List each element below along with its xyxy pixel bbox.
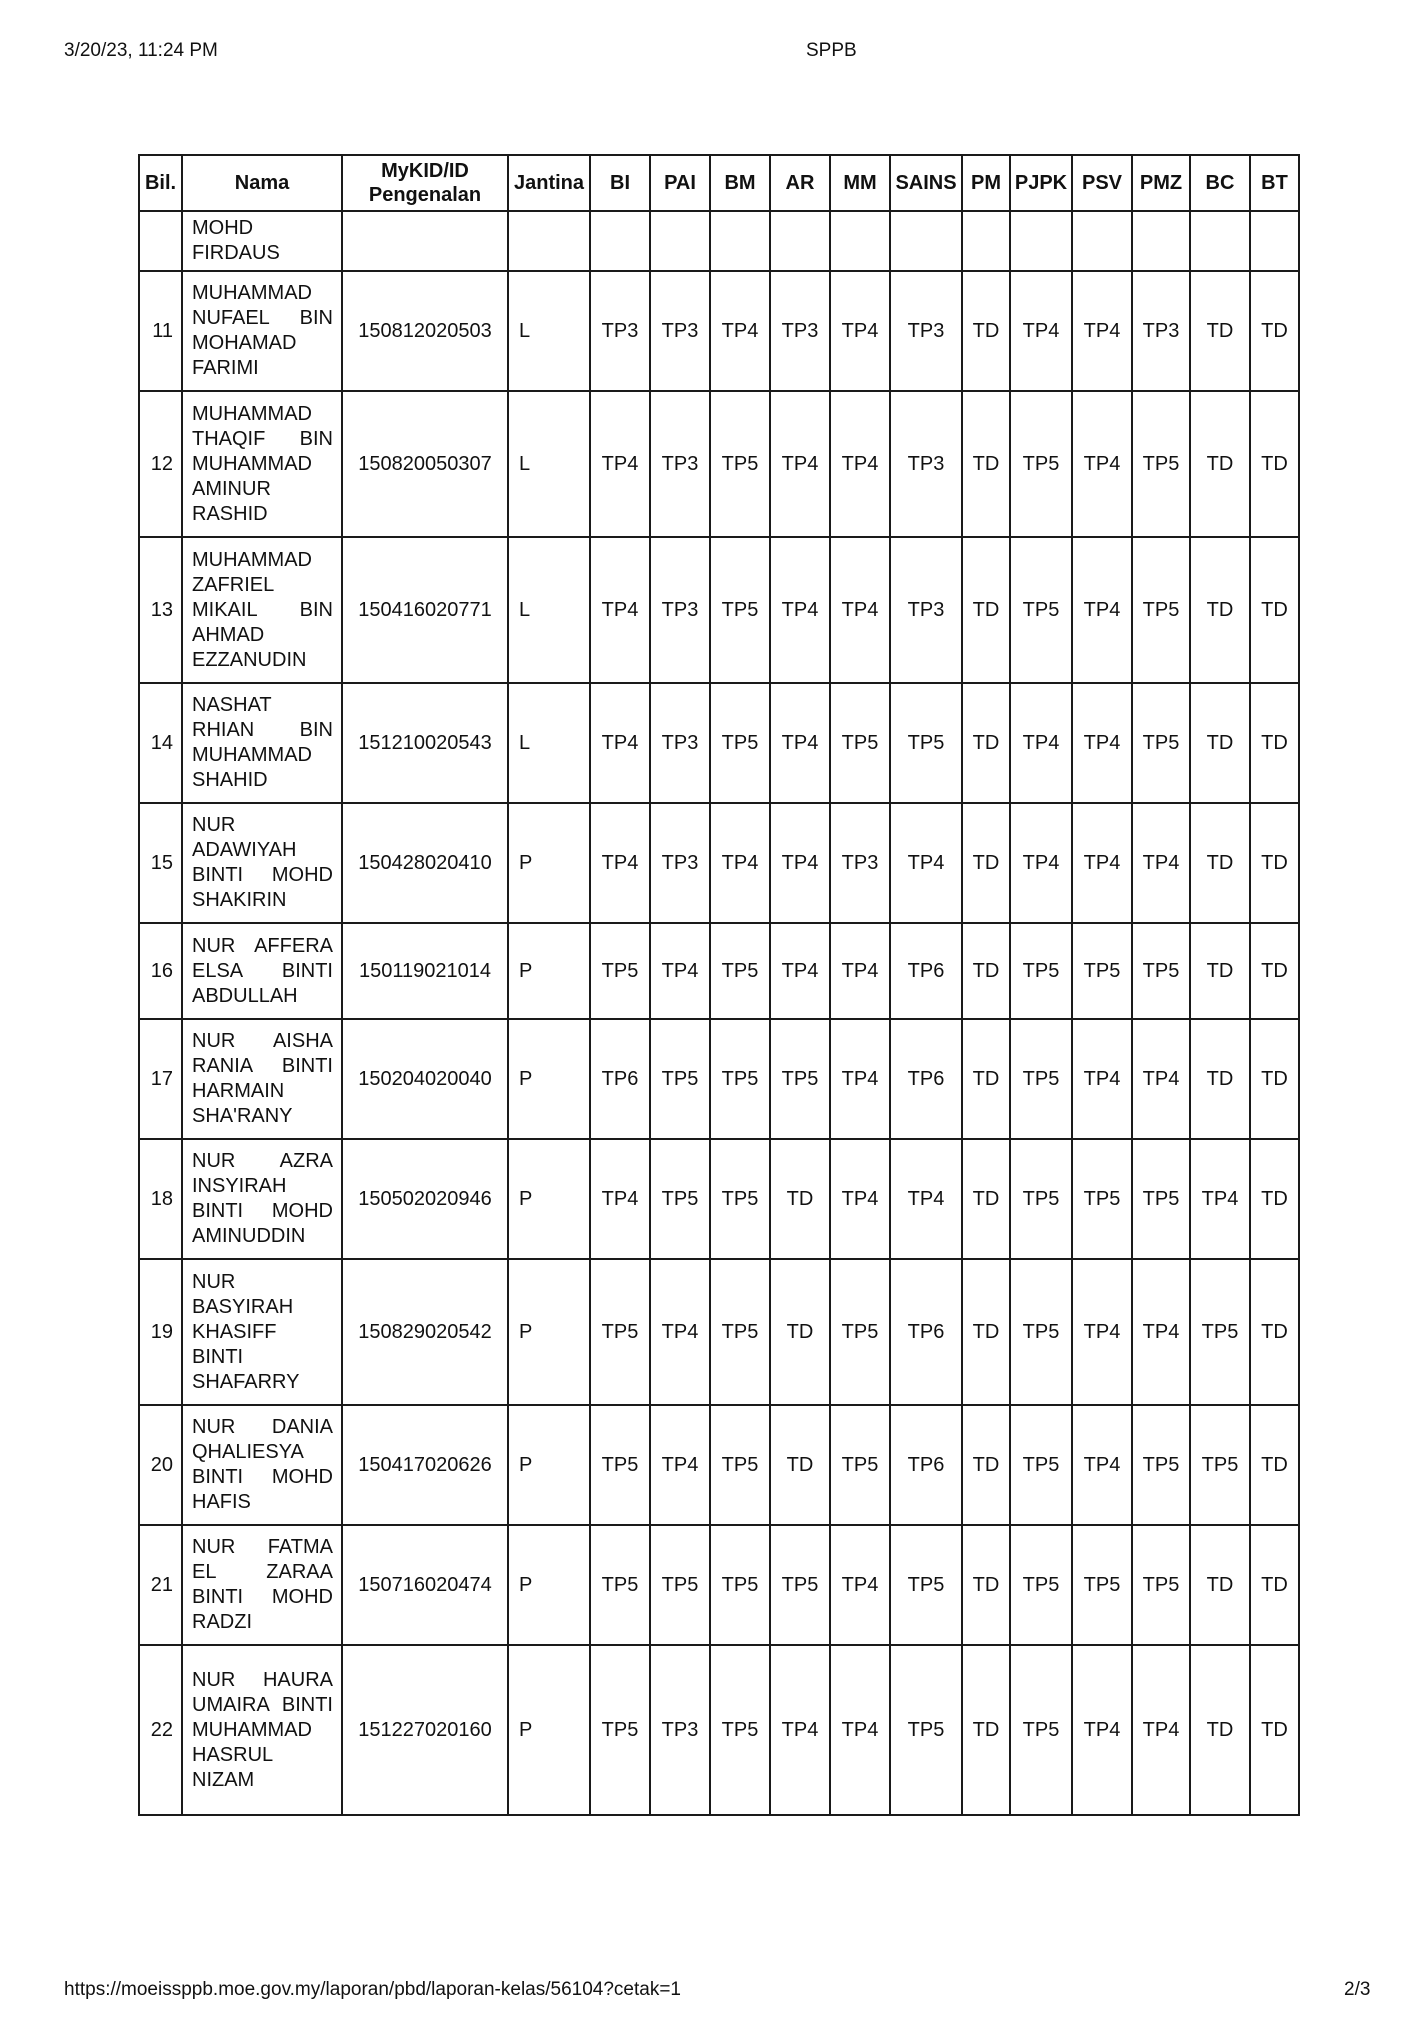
row-grade: TP5	[1010, 1525, 1072, 1645]
row-grade: TD	[1190, 683, 1250, 803]
page-url: https://moeissppb.moe.gov.my/laporan/pbd/laporan-kelas/56104?cetak=1	[64, 1979, 681, 2000]
header-psv: PSV	[1072, 155, 1132, 211]
row-grade: TP3	[650, 683, 710, 803]
row-grade	[962, 211, 1010, 271]
row-grade: TP4	[830, 1525, 890, 1645]
page-number: 2/3	[1344, 1979, 1371, 2000]
row-bil: 21	[139, 1525, 182, 1645]
row-grade: TP4	[1072, 1645, 1132, 1815]
row-grade: TP5	[650, 1019, 710, 1139]
row-bil: 15	[139, 803, 182, 923]
row-name: NUR DANIA QHALIESYA BINTI MOHD HAFIS	[182, 1405, 342, 1525]
table-header-row	[139, 155, 1299, 211]
row-id: 151210020543	[342, 683, 508, 803]
row-grade: TP3	[650, 1645, 710, 1815]
row-grade: TP5	[1010, 923, 1072, 1019]
row-grade: TP3	[770, 271, 830, 391]
row-grade: TP6	[890, 1019, 962, 1139]
table-row	[139, 1019, 1299, 1139]
row-grade: TP5	[710, 1645, 770, 1815]
row-jantina: L	[508, 391, 590, 537]
table-row	[139, 1139, 1299, 1259]
row-grade: TP5	[770, 1525, 830, 1645]
row-grade: TP4	[1132, 1019, 1190, 1139]
row-bil: 13	[139, 537, 182, 683]
header-bc: BC	[1190, 155, 1250, 211]
row-grade: TP4	[830, 1019, 890, 1139]
header-pmz: PMZ	[1132, 155, 1190, 211]
row-grade: TD	[1190, 1019, 1250, 1139]
row-grade: TP4	[1190, 1139, 1250, 1259]
header-pai: PAI	[650, 155, 710, 211]
header-ar: AR	[770, 155, 830, 211]
row-grade: TP5	[1190, 1259, 1250, 1405]
table-row	[139, 391, 1299, 537]
row-grade: TP5	[590, 1645, 650, 1815]
row-grade: TP3	[650, 271, 710, 391]
row-grade: TP6	[590, 1019, 650, 1139]
row-grade: TP5	[1072, 923, 1132, 1019]
row-grade: TP5	[1010, 391, 1072, 537]
row-grade: TD	[1250, 1645, 1299, 1815]
row-grade: TP4	[830, 1139, 890, 1259]
row-id: 150829020542	[342, 1259, 508, 1405]
row-grade: TD	[962, 803, 1010, 923]
row-grade: TP5	[1190, 1405, 1250, 1525]
row-grade: TP3	[890, 271, 962, 391]
row-grade: TP3	[650, 391, 710, 537]
row-bil: 14	[139, 683, 182, 803]
row-grade: TD	[962, 923, 1010, 1019]
row-grade: TP4	[1010, 271, 1072, 391]
row-grade: TP5	[590, 923, 650, 1019]
row-grade: TP3	[830, 803, 890, 923]
row-name: NUR AZRA INSYIRAH BINTI MOHD AMINUDDIN	[182, 1139, 342, 1259]
row-grade	[830, 211, 890, 271]
row-name: NUR AFFERA ELSA BINTI ABDULLAH	[182, 923, 342, 1019]
row-grade: TD	[770, 1139, 830, 1259]
row-bil: 22	[139, 1645, 182, 1815]
row-grade: TP4	[590, 803, 650, 923]
row-grade: TP3	[890, 537, 962, 683]
row-name: NUR FATMA EL ZARAA BINTI MOHD RADZI	[182, 1525, 342, 1645]
row-grade: TP4	[590, 1139, 650, 1259]
row-grade: TP3	[650, 537, 710, 683]
row-name: MUHAMMAD ZAFRIEL MIKAIL BIN AHMAD EZZANUDIN	[182, 537, 342, 683]
row-grade: TP5	[1132, 1525, 1190, 1645]
table-row	[139, 923, 1299, 1019]
row-jantina: L	[508, 537, 590, 683]
row-id	[342, 211, 508, 271]
row-grade: TP5	[1132, 683, 1190, 803]
row-grade: TP4	[890, 803, 962, 923]
row-grade	[890, 211, 962, 271]
row-grade: TP6	[890, 1405, 962, 1525]
row-grade: TP4	[770, 923, 830, 1019]
row-grade: TP5	[710, 537, 770, 683]
row-grade: TP4	[1132, 803, 1190, 923]
table-row	[139, 683, 1299, 803]
row-grade: TP4	[1072, 803, 1132, 923]
row-grade: TD	[1250, 923, 1299, 1019]
row-grade: TP4	[1072, 1019, 1132, 1139]
row-grade: TD	[962, 1259, 1010, 1405]
row-grade: TP5	[1010, 1645, 1072, 1815]
row-jantina: P	[508, 923, 590, 1019]
row-grade: TP5	[710, 1525, 770, 1645]
row-grade: TP5	[590, 1405, 650, 1525]
row-grade: TP5	[1010, 1405, 1072, 1525]
row-bil: 11	[139, 271, 182, 391]
row-grade: TD	[1250, 1259, 1299, 1405]
row-grade: TD	[1250, 537, 1299, 683]
row-bil: 20	[139, 1405, 182, 1525]
header-bm: BM	[710, 155, 770, 211]
row-grade: TP4	[650, 1259, 710, 1405]
row-jantina: L	[508, 683, 590, 803]
row-grade: TD	[1190, 1525, 1250, 1645]
row-grade: TP3	[1132, 271, 1190, 391]
row-grade: TD	[770, 1405, 830, 1525]
row-id: 150119021014	[342, 923, 508, 1019]
row-id: 150502020946	[342, 1139, 508, 1259]
row-grade: TP4	[1072, 683, 1132, 803]
row-grade: TD	[962, 537, 1010, 683]
table-row	[139, 537, 1299, 683]
row-grade	[1072, 211, 1132, 271]
row-grade: TP4	[770, 391, 830, 537]
row-grade: TD	[962, 1525, 1010, 1645]
row-grade: TD	[1190, 391, 1250, 537]
row-grade: TP5	[1010, 537, 1072, 683]
row-grade: TD	[1190, 803, 1250, 923]
row-grade: TP4	[710, 271, 770, 391]
header-pjpk: PJPK	[1010, 155, 1072, 211]
row-grade: TP4	[710, 803, 770, 923]
row-grade: TP5	[770, 1019, 830, 1139]
row-grade: TP5	[1072, 1139, 1132, 1259]
row-id: 150820050307	[342, 391, 508, 537]
header-jantina: Jantina	[508, 155, 590, 211]
row-grade: TD	[962, 271, 1010, 391]
row-grade: TP5	[710, 1405, 770, 1525]
row-name: NUR HAURA UMAIRA BINTI MUHAMMAD HASRUL NIZAM	[182, 1645, 342, 1815]
print-datetime: 3/20/23, 11:24 PM	[64, 40, 218, 61]
row-grade: TP5	[710, 683, 770, 803]
row-grade: TP5	[1010, 1139, 1072, 1259]
row-grade: TD	[1190, 271, 1250, 391]
row-grade: TP4	[1072, 271, 1132, 391]
row-grade: TP4	[1132, 1259, 1190, 1405]
row-grade: TP4	[890, 1139, 962, 1259]
row-id: 151227020160	[342, 1645, 508, 1815]
row-jantina: P	[508, 1405, 590, 1525]
row-grade: TP5	[1132, 1139, 1190, 1259]
row-grade: TP5	[710, 1019, 770, 1139]
row-grade: TD	[1250, 391, 1299, 537]
row-grade: TP4	[770, 1645, 830, 1815]
row-grade: TP5	[830, 683, 890, 803]
header-id: MyKID/ID Pengenalan	[342, 155, 508, 211]
table-row	[139, 1645, 1299, 1815]
row-grade	[1010, 211, 1072, 271]
row-grade: TD	[1250, 803, 1299, 923]
row-grade: TD	[962, 1139, 1010, 1259]
table-row	[139, 1259, 1299, 1405]
header-bi: BI	[590, 155, 650, 211]
table-row	[139, 211, 1299, 271]
row-grade: TP5	[1132, 537, 1190, 683]
row-jantina: L	[508, 271, 590, 391]
row-grade: TD	[962, 391, 1010, 537]
row-name: NUR BASYIRAH KHASIFF BINTI SHAFARRY	[182, 1259, 342, 1405]
row-grade: TD	[962, 683, 1010, 803]
row-jantina: P	[508, 1645, 590, 1815]
row-id: 150428020410	[342, 803, 508, 923]
row-grade: TP5	[890, 1525, 962, 1645]
row-grade: TP3	[650, 803, 710, 923]
row-grade: TP4	[1072, 1405, 1132, 1525]
header-sains: SAINS	[890, 155, 962, 211]
row-jantina	[508, 211, 590, 271]
row-id: 150416020771	[342, 537, 508, 683]
row-jantina: P	[508, 1019, 590, 1139]
row-grade	[1190, 211, 1250, 271]
row-grade: TP4	[1132, 1645, 1190, 1815]
header-bt: BT	[1250, 155, 1299, 211]
row-bil	[139, 211, 182, 271]
table-row	[139, 271, 1299, 391]
row-grade	[1250, 211, 1299, 271]
table-row	[139, 1405, 1299, 1525]
header-mm: MM	[830, 155, 890, 211]
row-grade: TP4	[1072, 391, 1132, 537]
row-grade: TD	[1250, 683, 1299, 803]
row-grade: TD	[962, 1645, 1010, 1815]
row-grade	[650, 211, 710, 271]
row-grade: TD	[1250, 1139, 1299, 1259]
table-row	[139, 803, 1299, 923]
row-grade: TP5	[590, 1525, 650, 1645]
row-grade: TP4	[650, 923, 710, 1019]
row-bil: 19	[139, 1259, 182, 1405]
row-id: 150204020040	[342, 1019, 508, 1139]
row-grade: TP5	[830, 1405, 890, 1525]
row-grade: TP5	[1132, 391, 1190, 537]
row-grade	[770, 211, 830, 271]
row-name: NASHAT RHIAN BIN MUHAMMAD SHAHID	[182, 683, 342, 803]
row-grade: TP4	[830, 391, 890, 537]
row-grade: TP4	[770, 803, 830, 923]
row-grade: TP5	[1132, 1405, 1190, 1525]
row-grade: TP4	[830, 1645, 890, 1815]
row-jantina: P	[508, 1525, 590, 1645]
row-grade: TD	[962, 1019, 1010, 1139]
row-grade: TP5	[590, 1259, 650, 1405]
row-grade: TP3	[590, 271, 650, 391]
row-grade: TP5	[890, 1645, 962, 1815]
row-id: 150812020503	[342, 271, 508, 391]
row-grade: TP4	[770, 537, 830, 683]
row-name: MUHAMMAD THAQIF BIN MUHAMMAD AMINUR RASHID	[182, 391, 342, 537]
row-grade: TD	[1250, 1019, 1299, 1139]
row-grade: TD	[1250, 1525, 1299, 1645]
row-grade: TP4	[770, 683, 830, 803]
row-grade: TD	[1250, 271, 1299, 391]
row-grade: TP4	[1010, 803, 1072, 923]
row-grade: TP4	[1010, 683, 1072, 803]
row-jantina: P	[508, 1139, 590, 1259]
header-bil: Bil.	[139, 155, 182, 211]
row-grade: TP4	[590, 683, 650, 803]
page-title: SPPB	[806, 40, 857, 61]
header-pm: PM	[962, 155, 1010, 211]
row-grade: TP5	[1132, 923, 1190, 1019]
row-name: NUR ADAWIYAH BINTI MOHD SHAKIRIN	[182, 803, 342, 923]
student-report-table	[138, 154, 1300, 1816]
row-bil: 16	[139, 923, 182, 1019]
row-name: NUR AISHA RANIA BINTI HARMAIN SHA'RANY	[182, 1019, 342, 1139]
row-bil: 18	[139, 1139, 182, 1259]
row-grade: TP5	[650, 1139, 710, 1259]
row-grade: TP4	[650, 1405, 710, 1525]
row-jantina: P	[508, 1259, 590, 1405]
row-grade: TP5	[1072, 1525, 1132, 1645]
row-grade: TP4	[590, 537, 650, 683]
row-grade: TP5	[710, 923, 770, 1019]
row-grade: TD	[1190, 537, 1250, 683]
row-grade: TD	[962, 1405, 1010, 1525]
row-grade	[1132, 211, 1190, 271]
row-grade: TP5	[890, 683, 962, 803]
row-grade	[710, 211, 770, 271]
row-grade: TD	[1190, 1645, 1250, 1815]
row-grade: TP4	[830, 923, 890, 1019]
row-grade: TP5	[710, 391, 770, 537]
row-grade: TP5	[1010, 1259, 1072, 1405]
row-grade: TP3	[890, 391, 962, 537]
row-grade: TP4	[1072, 537, 1132, 683]
row-name: MOHD FIRDAUS	[182, 211, 342, 271]
row-grade: TD	[1190, 923, 1250, 1019]
row-grade: TP5	[710, 1139, 770, 1259]
row-grade: TP6	[890, 923, 962, 1019]
row-grade: TP6	[890, 1259, 962, 1405]
table-row	[139, 1525, 1299, 1645]
row-grade: TD	[1250, 1405, 1299, 1525]
row-grade: TP4	[830, 271, 890, 391]
row-id: 150417020626	[342, 1405, 508, 1525]
row-grade: TP5	[650, 1525, 710, 1645]
row-grade: TP5	[1010, 1019, 1072, 1139]
row-grade: TP5	[710, 1259, 770, 1405]
row-grade: TD	[770, 1259, 830, 1405]
row-grade: TP4	[1072, 1259, 1132, 1405]
row-id: 150716020474	[342, 1525, 508, 1645]
row-jantina: P	[508, 803, 590, 923]
row-grade	[590, 211, 650, 271]
header-nama: Nama	[182, 155, 342, 211]
row-bil: 17	[139, 1019, 182, 1139]
row-grade: TP4	[590, 391, 650, 537]
row-grade: TP4	[830, 537, 890, 683]
row-grade: TP5	[830, 1259, 890, 1405]
row-name: MUHAMMAD NUFAEL BIN MOHAMAD FARIMI	[182, 271, 342, 391]
row-bil: 12	[139, 391, 182, 537]
